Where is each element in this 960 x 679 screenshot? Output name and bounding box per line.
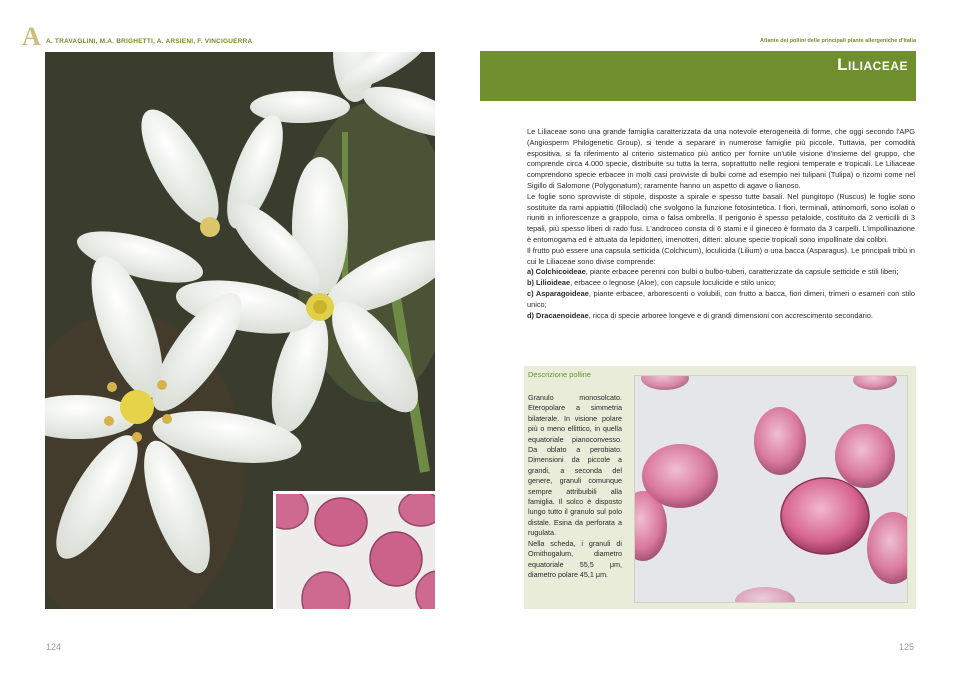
pollen-micrograph [634,375,908,603]
subfamily-a-text: , piante erbacee perenni con bulbi o bulbo-tuberi, caratterizzate da capsule setticide e stili liberi; [585,267,899,277]
flower-photo [45,52,435,609]
pollen-inset [273,491,435,609]
subfamily-d-text: , ricca di specie arboree longeve e di grandi dimensioni con accrescimento secondario. [588,310,873,320]
subfamily-a [527,267,915,278]
subfamily-c-text: , piante erbacee, arborescenti o volubili, con frutto a bacca, fiori dimeri, trimeri o esameri con stilo unico; [527,288,915,309]
page-number-right: 125 [899,642,915,652]
subfamily-b [527,278,915,289]
paragraph-fruit: Il frutto può essere una capsula setticida (Colchicum), loculicida (Lilium) o una bacca (Asparagus). Le principali tribù in cui le Liliaceae sono divise comprende: [527,245,915,266]
right-page [480,0,960,679]
paragraph-morphology: Le foglie sono sprovviste di stipole, disposte a spirale e spesso tutte basali. Nel pungitopo (Ruscus) le foglie sono sostituite da rami appiattiti (fillocladi) che svolgono la funzione fotosintetica. I fiori, terminali, attinomorfi, sono isolati o riuniti in infiorescenze a grappolo, cima o falsa ombrella. Il perigonio è spesso petaloide, costituito da 2 verticilli di 3 tepali, più spesso liberi di rado fusi. L'androceo consta di 6 stami e il gineceo è formato da 3 carpelli. L'impollinazione è entomogama ed è attuata da lepidotteri, imenotteri, ditteri: alcune specie tropicali sono impollinate dai colibri. [527,191,915,244]
pollen-description-title: Descrizione polline [528,370,591,379]
subfamily-a-label: a) Colchicoideae [527,267,586,277]
running-head: Atlante dei pollini delle principali piante allergeniche d'Italia [760,38,916,44]
paragraph-intro: Le Liliaceae sono una grande famiglia caratterizzata da una notevole eterogeneità di forme, che oggi secondo l'APG (Angiosperm Philogenetic Group), si tende a separare in numerose famiglie più piccole. Tuttavia, per comodità espositiva, si fa riferimento al criterio sistematico più antico per fornire un'utile visione d'insieme del gruppo, che comprende circa 4.000 specie, distribuite su tutta la terra, soprattutto nelle regioni temperate e tropicali. Le Liliaceae comprendono specie erbacee in molti casi provviste di bulbi come ad esempio nei tulipani (Tulipa) o rizomi come nel Sigillo di Salomone (Polygonatum); raramente hanno un aspetto di agave o lianoso. [527,127,915,190]
page-number-left: 124 [46,642,62,652]
section-letter: A [22,22,41,51]
subfamily-b-label: b) Lilioideae [527,278,571,288]
pollen-inset-image [276,494,435,609]
subfamily-d [527,311,915,322]
pollen-micrograph-image [635,376,907,602]
family-description [527,127,915,321]
subfamily-c-label: c) Asparagoideae [527,288,589,298]
pollen-specimen-note: Nella scheda, i granuli di Ornithogalum, diametro equatoriale 55,5 μm, diametro polare 45,1 μm. [528,538,622,579]
authors: A. TRAVAGLINI, M.A. BRIGHETTI, A. ARSIENI, F. VINCIGUERRA [46,38,253,45]
subfamily-d-label: d) Dracaenoideae [527,310,589,320]
subfamily-c [527,289,915,311]
family-title: Liliaceae [837,55,908,74]
pollen-description-text [528,393,622,580]
pollen-description-body: Granulo monosolcato. Eteropolare a simmetria bilaterale. In visione polare più o meno ellittico, in quella equatoriale pianoconvesso. Da oblato a perobiato. Dimensioni da piccole a grandi, a seconda del genere, granuli comunque sempre attribuibili alla famiglia. Il solco è disposto lungo tutto il granulo sul polo distale. Esina da perforata a rugulata. [528,393,622,538]
subfamily-b-text: , erbacee o legnose (Aloe), con capsule loculicide e stilo unico; [570,278,776,288]
pollen-description-box [524,366,916,609]
